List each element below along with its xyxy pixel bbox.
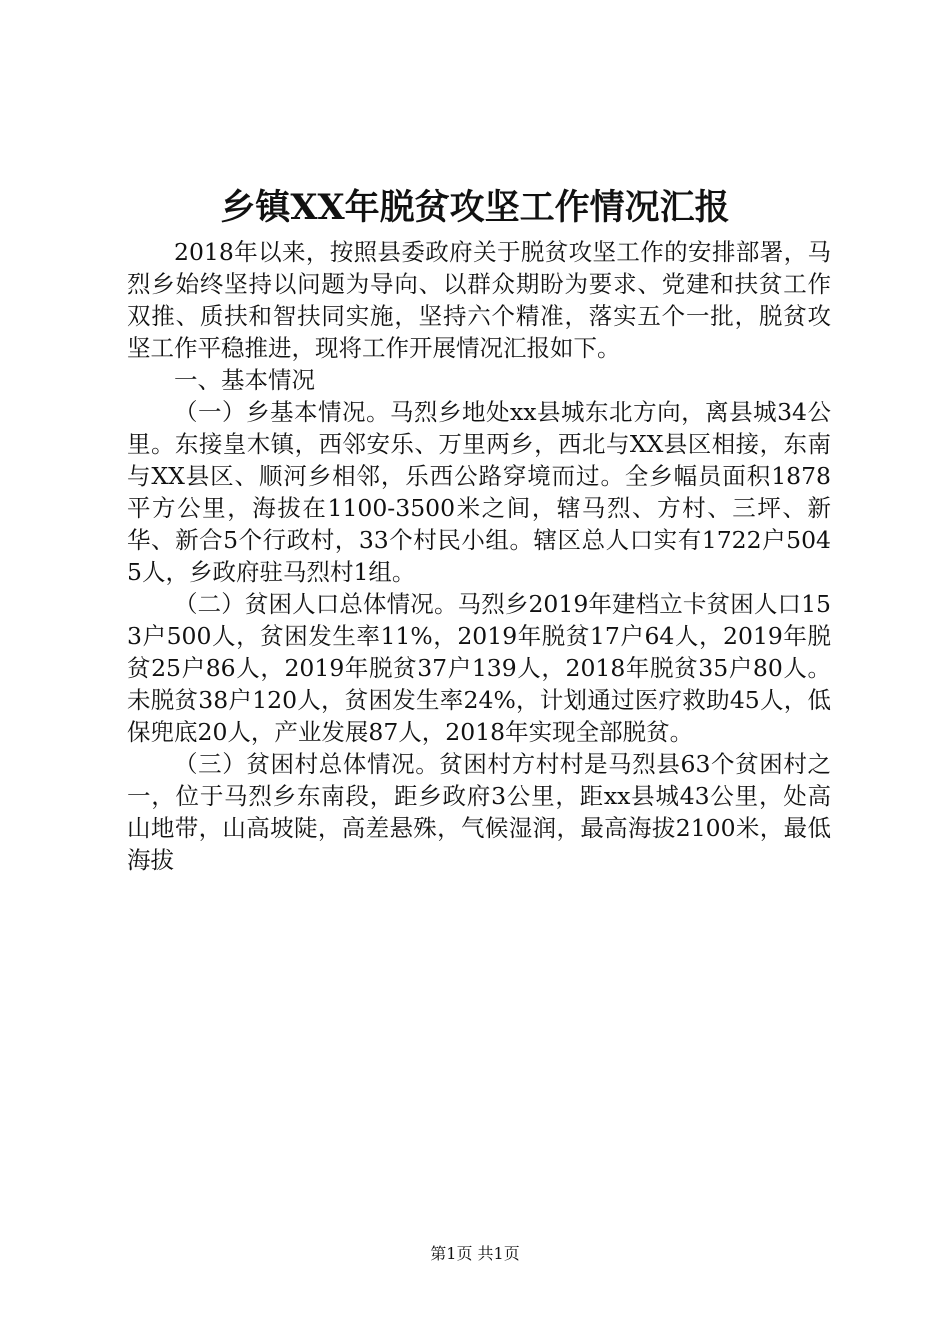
document-title: 乡镇XX年脱贫攻坚工作情况汇报: [220, 187, 730, 228]
document-body: [127, 236, 831, 876]
intro-paragraph: 2018年以来，按照县委政府关于脱贫攻坚工作的安排部署，马烈乡始终坚持以问题为导向、以群众期盼为要求、党建和扶贫工作双推、质扶和智扶同实施，坚持六个精准，落实五个一批，脱贫攻坚工作平稳推进，现将工作开展情况汇报如下。: [127, 238, 831, 362]
page-footer: 第1页 共1页: [430, 1244, 520, 1263]
paragraph-township-overview: （一）乡基本情况。马烈乡地处xx县城东北方向，离县城34公里。东接皇木镇，西邻安乐、万里两乡，西北与XX县区相接，东南与XX县区、顺河乡相邻，乐西公路穿境而过。全乡幅员面积1878平方公里，海拔在1100-3500米之间，辖马烈、方村、三坪、新华、新合5个行政村，33个村民小组。辖区总人口实有1722户5045人，乡政府驻马烈村1组。: [127, 398, 831, 586]
paragraph-poor-village: （三）贫困村总体情况。贫困村方村村是马烈县63个贫困村之一，位于马烈乡东南段，距乡政府3公里，距xx县城43公里，处高山地带，山高坡陡，高差悬殊，气候湿润，最高海拔2100米，最低海拔: [127, 750, 831, 874]
section-heading-basic-situation: 一、基本情况: [174, 366, 315, 394]
paragraph-poverty-population: （二）贫困人口总体情况。马烈乡2019年建档立卡贫困人口153户500人，贫困发生率11%，2019年脱贫17户64人，2019年脱贫25户86人，2019年脱贫37户139人，2018年脱贫35户80人。未脱贫38户120人，贫困发生率24%，计划通过医疗救助45人，低保兜底20人，产业发展87人，2018年实现全部脱贫。: [127, 590, 831, 746]
